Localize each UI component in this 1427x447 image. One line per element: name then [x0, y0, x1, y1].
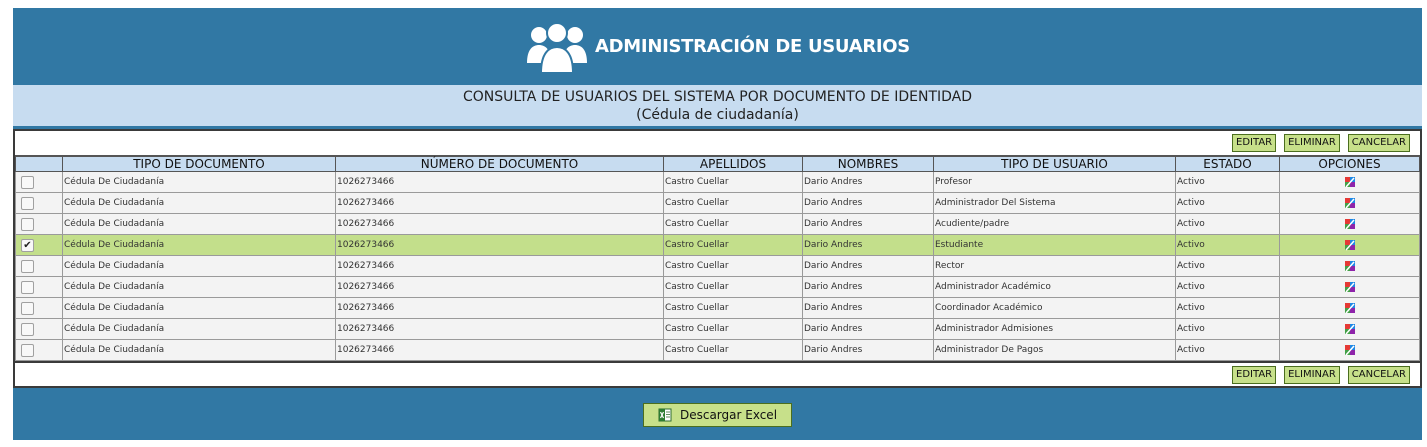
table-row[interactable] — [16, 214, 1420, 235]
table-header-row — [16, 157, 1420, 172]
column-header[interactable]: APELLIDOS — [664, 157, 803, 172]
cell-apellidos: Castro Cuellar — [664, 256, 803, 277]
cell-tipo-doc: Cédula De Ciudadanía — [63, 340, 336, 361]
row-select-cell — [16, 235, 63, 256]
row-select-cell — [16, 193, 63, 214]
cell-apellidos: Castro Cuellar — [664, 319, 803, 340]
table-row[interactable] — [16, 172, 1420, 193]
top-actions — [15, 131, 1420, 156]
table-row[interactable] — [16, 277, 1420, 298]
row-options-cell — [1280, 214, 1420, 235]
cell-tipo-doc: Cédula De Ciudadanía — [63, 214, 336, 235]
subtitle-line: CONSULTA DE USUARIOS DEL SISTEMA POR DOCUMENTO DE IDENTIDAD — [462, 89, 973, 105]
cell-tipo-usuario: Administrador Admisiones — [934, 319, 1176, 340]
cell-nombres: Dario Andres — [803, 340, 934, 361]
row-checkbox[interactable] — [21, 344, 34, 357]
row-select-cell — [16, 256, 63, 277]
download-excel-label: Descargar Excel — [679, 407, 778, 422]
column-header[interactable]: TIPO DE USUARIO — [934, 157, 1176, 172]
users-group-icon — [525, 19, 589, 75]
cell-nombres: Dario Andres — [803, 193, 934, 214]
delete-button[interactable]: ELIMINAR — [1284, 134, 1340, 152]
row-select-cell — [16, 172, 63, 193]
delete-button[interactable]: ELIMINAR — [1284, 366, 1340, 384]
page-footer — [13, 388, 1422, 440]
cell-nombres: Dario Andres — [803, 298, 934, 319]
cancel-button[interactable]: CANCELAR — [1348, 134, 1410, 152]
edit-user-icon[interactable] — [1343, 175, 1357, 189]
row-checkbox[interactable] — [21, 323, 34, 336]
edit-user-icon[interactable] — [1343, 322, 1357, 336]
cell-tipo-usuario: Profesor — [934, 172, 1176, 193]
cell-tipo-doc: Cédula De Ciudadanía — [63, 235, 336, 256]
row-select-cell — [16, 214, 63, 235]
cell-numero: 1026273466 — [336, 277, 664, 298]
cell-tipo-doc: Cédula De Ciudadanía — [63, 193, 336, 214]
row-checkbox[interactable] — [21, 281, 34, 294]
cell-tipo-usuario: Acudiente/padre — [934, 214, 1176, 235]
edit-user-icon[interactable] — [1343, 238, 1357, 252]
cell-numero: 1026273466 — [336, 319, 664, 340]
page-title: ADMINISTRACIÓN DE USUARIOS — [595, 36, 910, 57]
row-options-cell — [1280, 340, 1420, 361]
row-checkbox[interactable]: ✔ — [21, 239, 34, 252]
edit-user-icon[interactable] — [1343, 259, 1357, 273]
edit-button[interactable]: EDITAR — [1232, 366, 1276, 384]
cell-tipo-usuario: Coordinador Académico — [934, 298, 1176, 319]
cell-numero: 1026273466 — [336, 214, 664, 235]
cell-nombres: Dario Andres — [803, 319, 934, 340]
table-row[interactable] — [16, 235, 1420, 256]
row-options-cell — [1280, 172, 1420, 193]
edit-user-icon[interactable] — [1343, 301, 1357, 315]
edit-user-icon[interactable] — [1343, 343, 1357, 357]
cell-apellidos: Castro Cuellar — [664, 193, 803, 214]
cell-numero: 1026273466 — [336, 340, 664, 361]
cell-tipo-usuario: Estudiante — [934, 235, 1176, 256]
excel-file-icon — [658, 408, 672, 422]
cell-nombres: Dario Andres — [803, 214, 934, 235]
cell-estado: Activo — [1176, 340, 1280, 361]
cell-nombres: Dario Andres — [803, 172, 934, 193]
users-table-body — [16, 172, 1420, 361]
page-header — [13, 8, 1422, 85]
row-select-cell — [16, 340, 63, 361]
cell-tipo-doc: Cédula De Ciudadanía — [63, 298, 336, 319]
cancel-button[interactable]: CANCELAR — [1348, 366, 1410, 384]
edit-user-icon[interactable] — [1343, 280, 1357, 294]
cell-estado: Activo — [1176, 277, 1280, 298]
row-options-cell — [1280, 193, 1420, 214]
cell-numero: 1026273466 — [336, 235, 664, 256]
bottom-actions — [15, 361, 1420, 386]
cell-estado: Activo — [1176, 214, 1280, 235]
table-row[interactable] — [16, 193, 1420, 214]
cell-tipo-doc: Cédula De Ciudadanía — [63, 172, 336, 193]
cell-estado: Activo — [1176, 256, 1280, 277]
cell-numero: 1026273466 — [336, 298, 664, 319]
cell-numero: 1026273466 — [336, 193, 664, 214]
edit-user-icon[interactable] — [1343, 196, 1357, 210]
column-header[interactable]: ESTADO — [1176, 157, 1280, 172]
row-options-cell — [1280, 298, 1420, 319]
row-checkbox[interactable] — [21, 197, 34, 210]
cell-apellidos: Castro Cuellar — [664, 298, 803, 319]
cell-apellidos: Castro Cuellar — [664, 214, 803, 235]
cell-nombres: Dario Andres — [803, 256, 934, 277]
cell-tipo-doc: Cédula De Ciudadanía — [63, 319, 336, 340]
cell-numero: 1026273466 — [336, 172, 664, 193]
cell-estado: Activo — [1176, 235, 1280, 256]
subtitle-document-type: (Cédula de ciudadanía) — [636, 107, 799, 123]
cell-nombres: Dario Andres — [803, 277, 934, 298]
cell-tipo-doc: Cédula De Ciudadanía — [63, 277, 336, 298]
row-checkbox[interactable] — [21, 260, 34, 273]
row-checkbox[interactable] — [21, 218, 34, 231]
edit-user-icon[interactable] — [1343, 217, 1357, 231]
cell-estado: Activo — [1176, 193, 1280, 214]
row-checkbox[interactable] — [21, 302, 34, 315]
download-excel-button[interactable] — [643, 403, 792, 427]
row-options-cell — [1280, 235, 1420, 256]
cell-tipo-usuario: Rector — [934, 256, 1176, 277]
column-header: OPCIONES — [1280, 157, 1420, 172]
cell-estado: Activo — [1176, 319, 1280, 340]
cell-nombres: Dario Andres — [803, 235, 934, 256]
row-select-cell — [16, 319, 63, 340]
table-row[interactable] — [16, 340, 1420, 361]
cell-apellidos: Castro Cuellar — [664, 235, 803, 256]
column-header[interactable]: NOMBRES — [803, 157, 934, 172]
table-row[interactable] — [16, 256, 1420, 277]
users-table-panel — [13, 129, 1422, 388]
cell-apellidos: Castro Cuellar — [664, 340, 803, 361]
users-table — [15, 156, 1420, 361]
row-select-cell — [16, 298, 63, 319]
cell-tipo-doc: Cédula De Ciudadanía — [63, 256, 336, 277]
cell-apellidos: Castro Cuellar — [664, 172, 803, 193]
edit-button[interactable]: EDITAR — [1232, 134, 1276, 152]
column-header[interactable]: NÚMERO DE DOCUMENTO — [336, 157, 664, 172]
cell-tipo-usuario: Administrador De Pagos — [934, 340, 1176, 361]
cell-tipo-usuario: Administrador Del Sistema — [934, 193, 1176, 214]
cell-estado: Activo — [1176, 298, 1280, 319]
row-options-cell — [1280, 256, 1420, 277]
cell-tipo-usuario: Administrador Académico — [934, 277, 1176, 298]
row-options-cell — [1280, 277, 1420, 298]
column-header[interactable]: TIPO DE DOCUMENTO — [63, 157, 336, 172]
row-checkbox[interactable] — [21, 176, 34, 189]
column-header-select — [16, 157, 63, 172]
cell-numero: 1026273466 — [336, 256, 664, 277]
cell-apellidos: Castro Cuellar — [664, 277, 803, 298]
row-select-cell — [16, 277, 63, 298]
table-row[interactable] — [16, 319, 1420, 340]
cell-estado: Activo — [1176, 172, 1280, 193]
row-options-cell — [1280, 319, 1420, 340]
page-subtitle — [13, 85, 1422, 126]
table-row[interactable] — [16, 298, 1420, 319]
